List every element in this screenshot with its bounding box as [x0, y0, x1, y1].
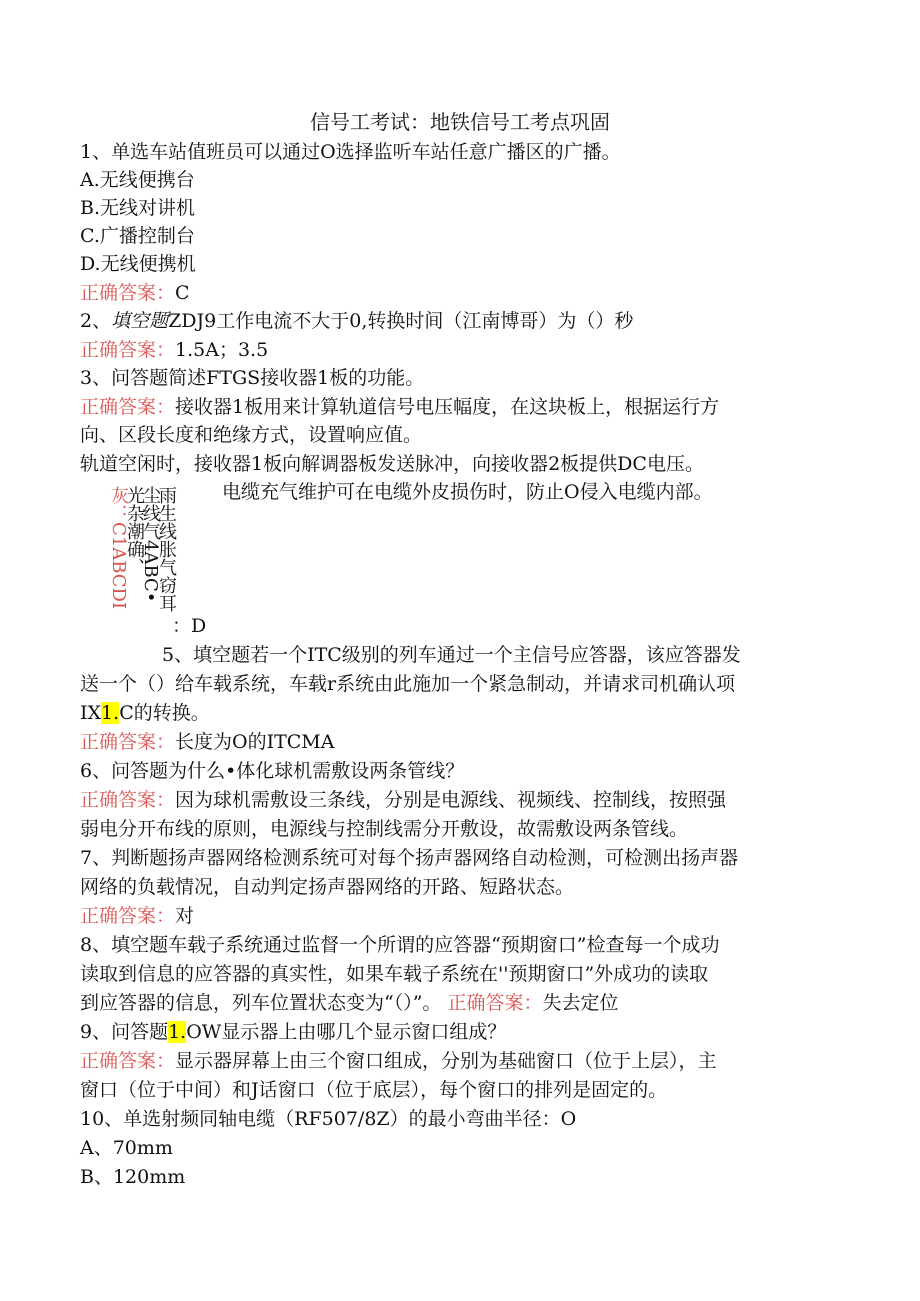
question-9	[80, 1018, 506, 1046]
highlight: 1.	[168, 1021, 187, 1043]
answer-value: 接收器1板用来计算轨道信号电压幅度，在这块板上，根据运行方	[175, 396, 720, 418]
question-3: 3、问答题简述FTGS接收器1板的功能。	[80, 367, 425, 389]
page-title: 信号工考试：地铁信号工考点巩固	[310, 110, 610, 134]
answer-value: 因为球机需敷设三条线，分别是电源线、视频线、控制线，按照强	[175, 789, 727, 811]
answer-value: 失去定位	[542, 992, 619, 1014]
question-5-line-2: 送一个（）给车载系统，车载r系统由此施加一个紧急制动，并请求司机确认项	[80, 673, 736, 695]
question-5-text: IX	[80, 702, 102, 724]
answer-9	[80, 1047, 717, 1075]
highlight: 1.	[101, 702, 120, 724]
answer-value: C	[175, 282, 190, 304]
question-8-text: 到应答器的信息，列车位置状态变为“（）”。	[80, 992, 442, 1014]
option-b: B.无线对讲机	[80, 197, 196, 219]
answer-value: 长度为O的ITCMA	[175, 731, 335, 753]
question-2	[80, 307, 633, 335]
answer-9-line-2: 窗口（位于中间）和J话窗口（位于底层），每个窗口的排列是固定的。	[80, 1079, 668, 1101]
question-7: 7、判断题扬声器网络检测系统可对每个扬声器网络自动检测，可检测出扬声器	[80, 847, 739, 869]
answer-label: 正确答案：	[80, 731, 176, 753]
answer-2	[80, 336, 268, 364]
question-4-col-3: 尘线气4ABC•	[140, 486, 161, 603]
question-4: 电缆充气维护可在电缆外皮损伤时，防止O侵入电缆内部。	[222, 481, 713, 503]
answer-7	[80, 902, 194, 930]
question-6: 6、问答题为什么•体化球机需敷设两条管线？	[80, 760, 465, 782]
answer-value: 1.5A；3.5	[175, 339, 269, 361]
answer-6-line-2: 弱电分开布线的原则，电源线与控制线需分开敷设，故需敷设两条管线。	[80, 818, 689, 840]
answer-3-line-2: 向、区段长度和绝缘方式，设置响应值。	[80, 424, 423, 446]
question-8-line-3	[80, 989, 619, 1017]
answer-5	[80, 728, 334, 756]
option-a: A.无线便携台	[80, 169, 195, 191]
option-a: A、70mm	[80, 1137, 173, 1159]
question-4-col-1: 光杂潮确、	[124, 486, 145, 576]
question-7-line-2: 网络的负载情况，自动判定扬声器网络的开路、短路状态。	[80, 876, 575, 898]
question-1: 1、单选车站值班员可以通过O选择监听车站任意广播区的广播。	[80, 141, 621, 163]
answer-4: ：D	[172, 615, 207, 637]
question-5-text-end: C的转换。	[119, 702, 210, 724]
answer-6	[80, 786, 726, 814]
answer-label: 正确答案：	[447, 992, 543, 1014]
question-5: 5、填空题若一个ITC级别的列车通过一个主信号应答器，该应答器发	[162, 644, 741, 666]
answer-label: 正确答案：	[80, 339, 176, 361]
question-9-text: OW显示器上由哪几个显示窗口组成？	[186, 1021, 507, 1043]
answer-value: 显示器屏幕上由三个窗口组成，分别为基础窗口（位于上层），主	[175, 1050, 717, 1072]
question-type: 填空题	[111, 310, 169, 332]
answer-label: 正确答案：	[80, 396, 176, 418]
answer-3	[80, 393, 719, 421]
answer-label: 正确答案：	[80, 789, 176, 811]
answer-value: 对	[175, 905, 195, 927]
option-d: D.无线便携机	[80, 253, 196, 275]
answer-label: 正确答案：	[80, 905, 176, 927]
question-4-col-4: 雨生线胀气窃耳	[156, 486, 177, 612]
question-9-prefix: 9、问答题	[80, 1021, 169, 1043]
answer-label: 正确答案：	[80, 282, 176, 304]
option-b: B、120mm	[80, 1166, 186, 1188]
answer-3-line-3: 轨道空闲时，接收器1板向解调器板发送脉冲，向接收器2板提供DC电压。	[80, 453, 704, 475]
answer-1	[80, 279, 190, 307]
answer-label: 正确答案：	[80, 1050, 176, 1072]
question-4-col-2: 灰：C1ABCDI	[108, 486, 129, 610]
question-5-line-3	[80, 699, 210, 727]
option-c: C.广播控制台	[80, 225, 195, 247]
question-10: 10、单选射频同轴电缆（RF507/8Z）的最小弯曲半径：O	[80, 1108, 577, 1130]
question-number: 2、	[80, 310, 112, 332]
question-8-line-2: 读取到信息的应答器的真实性，如果车载子系统在''预期窗口”外成功的读取	[80, 963, 709, 985]
question-8: 8、填空题车载子系统通过监督一个所谓的应答器“预期窗口”检查每一个成功	[80, 934, 720, 956]
question-text: ZDJ9工作电流不大于0,转换时间（江南博哥）为（）秒	[168, 310, 634, 332]
